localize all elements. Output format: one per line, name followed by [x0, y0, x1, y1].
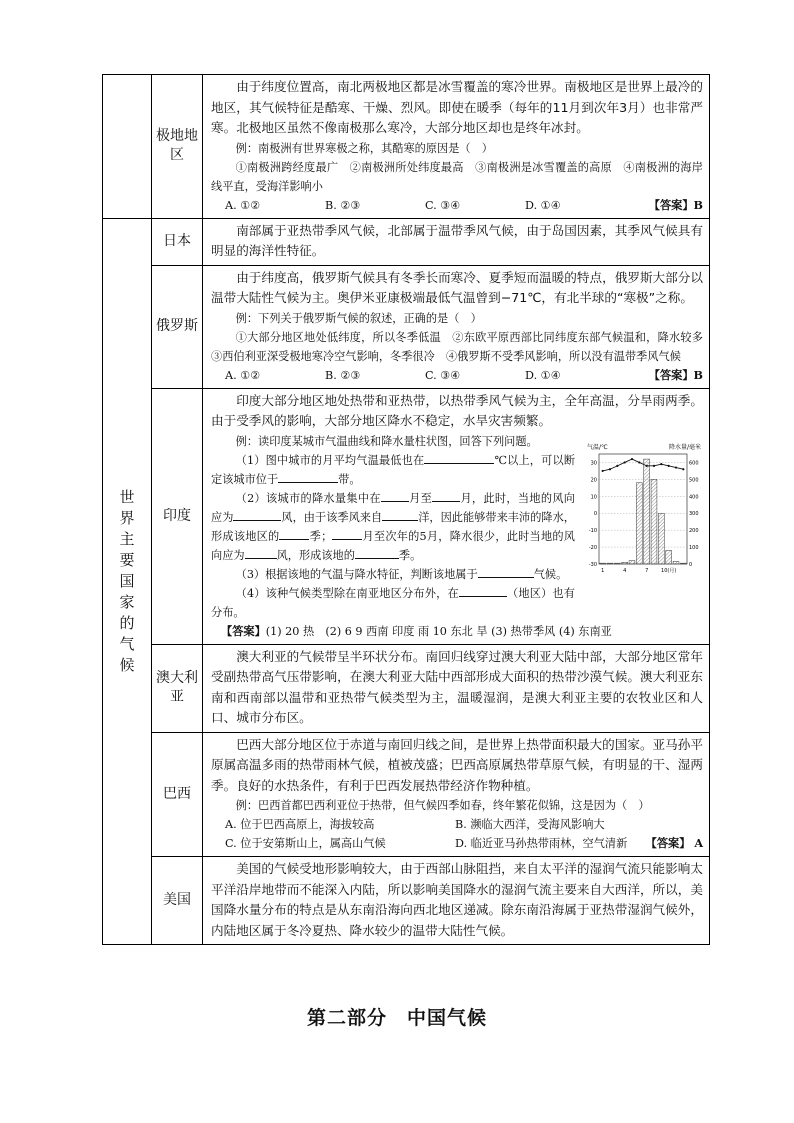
- side-blank-top: [103, 75, 152, 219]
- option-c: C. 位于安第斯山上，属高山气候: [225, 837, 386, 850]
- row-label-usa: 美国: [152, 857, 203, 945]
- polar-question: 例：南极洲有世界寒极之称，其酷寒的原因是（ ）: [235, 141, 493, 155]
- temp-point: [631, 457, 633, 459]
- temp-point: [638, 461, 640, 463]
- content-usa: [203, 857, 710, 945]
- content-india: [203, 388, 710, 644]
- section-title: 第二部分 中国气候: [306, 1007, 487, 1029]
- option-b: B. 濒临大西洋，受海风影响大: [455, 818, 605, 831]
- q2-blank-8[interactable]: [355, 546, 399, 559]
- polar-options: [211, 196, 703, 215]
- precip-tick-label: 500: [689, 476, 699, 483]
- russia-paragraph: 由于纬度高，俄罗斯气候具有冬季长而寒冷、夏季短而温暖的特点，俄罗斯大部分以温带大陆性气候为主。奥伊米亚康极端最低气温曾到−71℃，有北半球的“寒极”之称。: [211, 269, 703, 305]
- brazil-options-1: [211, 815, 703, 834]
- option-d: D. 临近亚马孙热带雨林，空气清新: [455, 837, 628, 850]
- temp-point: [668, 464, 670, 466]
- precip-bar: [629, 560, 635, 563]
- temp-point: [682, 468, 684, 470]
- row-label-brazil: 巴西: [152, 732, 203, 857]
- usa-paragraph: 美国的气候受地形影响较大，由于西部山脉阻挡，来自太平洋的湿润气流只能影响太平洋沿岸地带而不能深入内陆，所以影响美国降水的湿润气流主要来自大西洋，所以，美国降水量分布的特点是从东南沿海向西北地区递减。除东南沿海属于亚热带湿润气候外，内陆地区属于冬冷夏热、降水较少的温带大陆性气候。: [211, 861, 703, 938]
- q2-blank-7[interactable]: [245, 546, 277, 559]
- india-answer-text: (1) 20 热 (2) 6 9 西南 印度 雨 10 东北 旱 (3) 热带季风 (4) 东南亚: [265, 624, 612, 638]
- temp-point: [653, 464, 655, 466]
- polar-choices: ①南极洲跨经度最广 ②南极洲所处纬度最高 ③南极洲是冰雪覆盖的高原 ④南极洲的海岸线平直，受海洋影响小: [211, 160, 703, 193]
- side-label: 世界主要国家的气候: [119, 487, 135, 674]
- content-australia: [203, 644, 710, 732]
- q2-blank-6[interactable]: [332, 527, 362, 540]
- india-question: 例：读印度某城市气温曲线和降水量柱状图，回答下列问题。: [235, 434, 538, 448]
- q2-blank-5[interactable]: [279, 527, 309, 540]
- precip-tick-label: 200: [689, 527, 699, 534]
- precip-bar: [600, 563, 606, 564]
- temp-tick-label: -10: [588, 527, 597, 534]
- q4-text-a: （4）该种气候类型除在南亚地区分布外，在: [235, 586, 459, 600]
- row-india: [103, 388, 710, 644]
- option-d: D. ①④: [525, 198, 561, 212]
- content-polar: [203, 75, 710, 219]
- india-q1: [211, 451, 575, 489]
- india-q2: [211, 489, 575, 565]
- row-usa: [103, 857, 710, 945]
- precip-tick-label: 300: [689, 510, 699, 517]
- india-answer-tag: 【答案】: [221, 623, 266, 638]
- q1-text-b: ℃以上，可以断定该城市位于: [211, 453, 576, 486]
- q2-text-g: 月至次年的5月，降水很少，此时当地的风向应为: [211, 529, 575, 562]
- climate-table: [102, 74, 715, 945]
- x-tick-label: 1: [601, 567, 605, 574]
- q1-blank-1[interactable]: [424, 451, 494, 464]
- q3-text-b: 气候。: [533, 567, 568, 581]
- row-label-india: 印度: [152, 388, 203, 644]
- row-australia: [103, 644, 710, 732]
- temp-tick-label: 10: [590, 493, 597, 500]
- chart-bars: [600, 459, 687, 564]
- temp-tick-label: 20: [590, 476, 597, 483]
- q1-text-c: 带。: [338, 472, 361, 486]
- side-label-cell: [103, 218, 152, 945]
- q2-text-a: （2）该城市的降水量集中在: [235, 491, 381, 505]
- polar-answer: 【答案】B: [648, 197, 703, 212]
- brazil-options-2: [211, 834, 703, 853]
- precip-bar: [636, 482, 642, 563]
- temp-point: [624, 461, 626, 463]
- x-tick-label: 7: [645, 567, 649, 574]
- brazil-question: 例：巴西首都巴西利亚位于热带，但气候四季如春，终年繁花似锦，这是因为（ ）: [235, 799, 650, 812]
- precip-tick-label: 0: [689, 561, 693, 568]
- temp-axis-label: 气温/℃: [587, 443, 608, 451]
- precip-bar: [658, 513, 664, 564]
- precip-bar: [644, 459, 650, 564]
- row-brazil: [103, 732, 710, 857]
- content-japan: [203, 218, 710, 265]
- x-tick-label: 4: [623, 567, 627, 574]
- precip-bar: [651, 479, 657, 564]
- q2-text-h: 风，形成该地的: [276, 548, 355, 562]
- precip-tick-label: 100: [689, 544, 699, 551]
- precip-bar: [622, 562, 628, 564]
- row-label-russia: 俄罗斯: [152, 265, 203, 388]
- temp-tick-label: -20: [588, 544, 597, 551]
- content-brazil: [203, 732, 710, 857]
- row-label-australia: 澳大利亚: [152, 644, 203, 732]
- option-a: A. ①②: [225, 368, 261, 382]
- brazil-answer: 【答案】 A: [645, 836, 703, 850]
- temp-point: [616, 464, 618, 466]
- row-label-polar: 极地地区: [152, 75, 203, 219]
- q4-blank[interactable]: [459, 584, 507, 597]
- plot-frame: [599, 454, 687, 564]
- precip-tick-label: 600: [689, 459, 699, 466]
- q4-text-b: （地区）也有分布。: [211, 586, 575, 619]
- india-q4: [211, 584, 575, 622]
- q2-blank-4[interactable]: [382, 508, 418, 521]
- q1-text-a: （1）图中城市的月平均气温最低也在: [235, 453, 425, 467]
- temp-point: [646, 464, 648, 466]
- polar-paragraph: 由于纬度位置高，南北两极地区都是冰雪覆盖的寒冷世界。南极地区是世界上最冷的地区，其气候特征是酷寒、干燥、烈风。即使在暖季（每年的11月到次年3月）也非常严寒。北极地区虽然不像南极那么寒冷，大部分地区却也是终年冰封。: [211, 79, 703, 135]
- q3-blank[interactable]: [478, 565, 534, 578]
- precip-tick-label: 400: [689, 493, 699, 500]
- india-paragraph: 印度大部分地区地处热带和亚热带，以热带季风气候为主，全年高温，分旱雨两季。由于受季风的影响，大部分地区降水不稳定，水旱灾害频繁。: [211, 392, 703, 428]
- temp-point: [675, 466, 677, 468]
- chart-line: [602, 457, 685, 471]
- australia-paragraph: 澳大利亚的气候带呈半环状分布。南回归线穿过澳大利亚大陆中部，大部分地区常年受副热带高气压带影响，在澳大利亚大陆中西部形成大面积的热带沙漠气候。澳大利亚东南和西南部以温带和亚热带气候类型为主，温暖湿润，是澳大利亚主要的农牧业区和人口、城市分布区。: [211, 648, 703, 725]
- india-answer: [211, 622, 703, 641]
- precip-bar: [680, 563, 686, 564]
- row-polar: [103, 75, 710, 219]
- q3-text-a: （3）根据该地的气温与降水特征，判断该地属于: [235, 567, 478, 581]
- temp-point: [660, 463, 662, 465]
- q2-blank-1[interactable]: [381, 489, 409, 502]
- q2-text-f: 季；: [309, 529, 333, 543]
- russia-options: [211, 366, 703, 385]
- x-tick-label: 10(月): [661, 567, 677, 574]
- q2-text-b: 月至: [408, 491, 433, 505]
- russia-choices: ①大部分地区地处低纬度，所以冬季低温 ②东欧平原西部比同纬度东部气候温和，降水较多 ③西伯利亚深受极地寒冷空气影响，冬季很冷 ④俄罗斯不受季风影响，所以没有温带季风气候: [211, 330, 715, 363]
- temp-tick-label: 0: [593, 510, 597, 517]
- option-a: A. ①②: [225, 198, 261, 212]
- q2-blank-3[interactable]: [233, 508, 281, 521]
- temp-point: [609, 468, 611, 470]
- temp-tick-label: -30: [588, 561, 597, 568]
- row-label-japan: 日本: [152, 218, 203, 265]
- option-b: B. ②③: [325, 198, 361, 212]
- q1-blank-2[interactable]: [278, 470, 338, 483]
- precip-bar: [614, 563, 620, 564]
- russia-answer: 【答案】B: [648, 367, 703, 382]
- india-q3: [211, 565, 575, 584]
- precip-bar: [673, 561, 679, 564]
- india-wrap: [211, 391, 703, 641]
- temp-point: [602, 469, 604, 471]
- precip-bar: [666, 550, 672, 564]
- option-c: C. ③④: [425, 368, 461, 382]
- precip-axis-label: 降水量/毫米: [668, 443, 701, 451]
- content-russia: [203, 265, 715, 388]
- temp-tick-label: 30: [590, 459, 597, 466]
- q2-text-c: 月，此时，当地的风向应为: [211, 491, 575, 524]
- q2-text-e: 洋，因此能够带来丰沛的降水，形成该地区的: [211, 510, 575, 543]
- q2-text-d: 风，由于该季风来自: [281, 510, 383, 524]
- option-d: D. ①④: [525, 368, 561, 382]
- option-a: A. 位于巴西高原上，海拔较高: [225, 818, 375, 831]
- japan-paragraph: 南部属于亚热带季风气候，北部属于温带季风气候，由于岛国因素，其季风气候具有明显的海洋性特征。: [211, 222, 703, 258]
- precip-bar: [607, 563, 613, 564]
- q2-blank-2[interactable]: [432, 489, 460, 502]
- climate-chart: [583, 440, 705, 578]
- chart-grid: [599, 454, 687, 564]
- option-b: B. ②③: [325, 368, 361, 382]
- brazil-paragraph: 巴西大部分地区位于赤道与南回归线之间，是世界上热带面积最大的国家。亚马孙平原属高温多雨的热带雨林气候，植被茂盛；巴西高原属热带草原气候，有明显的干、湿两季。良好的水热条件，有利于巴西发展热带经济作物种植。: [211, 736, 703, 793]
- row-japan: [103, 218, 710, 265]
- temp-line: [603, 459, 684, 471]
- option-c: C. ③④: [425, 198, 461, 212]
- q2-text-i: 季。: [398, 548, 422, 562]
- row-russia: [103, 265, 710, 388]
- russia-question: 例：下列关于俄罗斯气候的叙述，正确的是（ ）: [235, 311, 482, 325]
